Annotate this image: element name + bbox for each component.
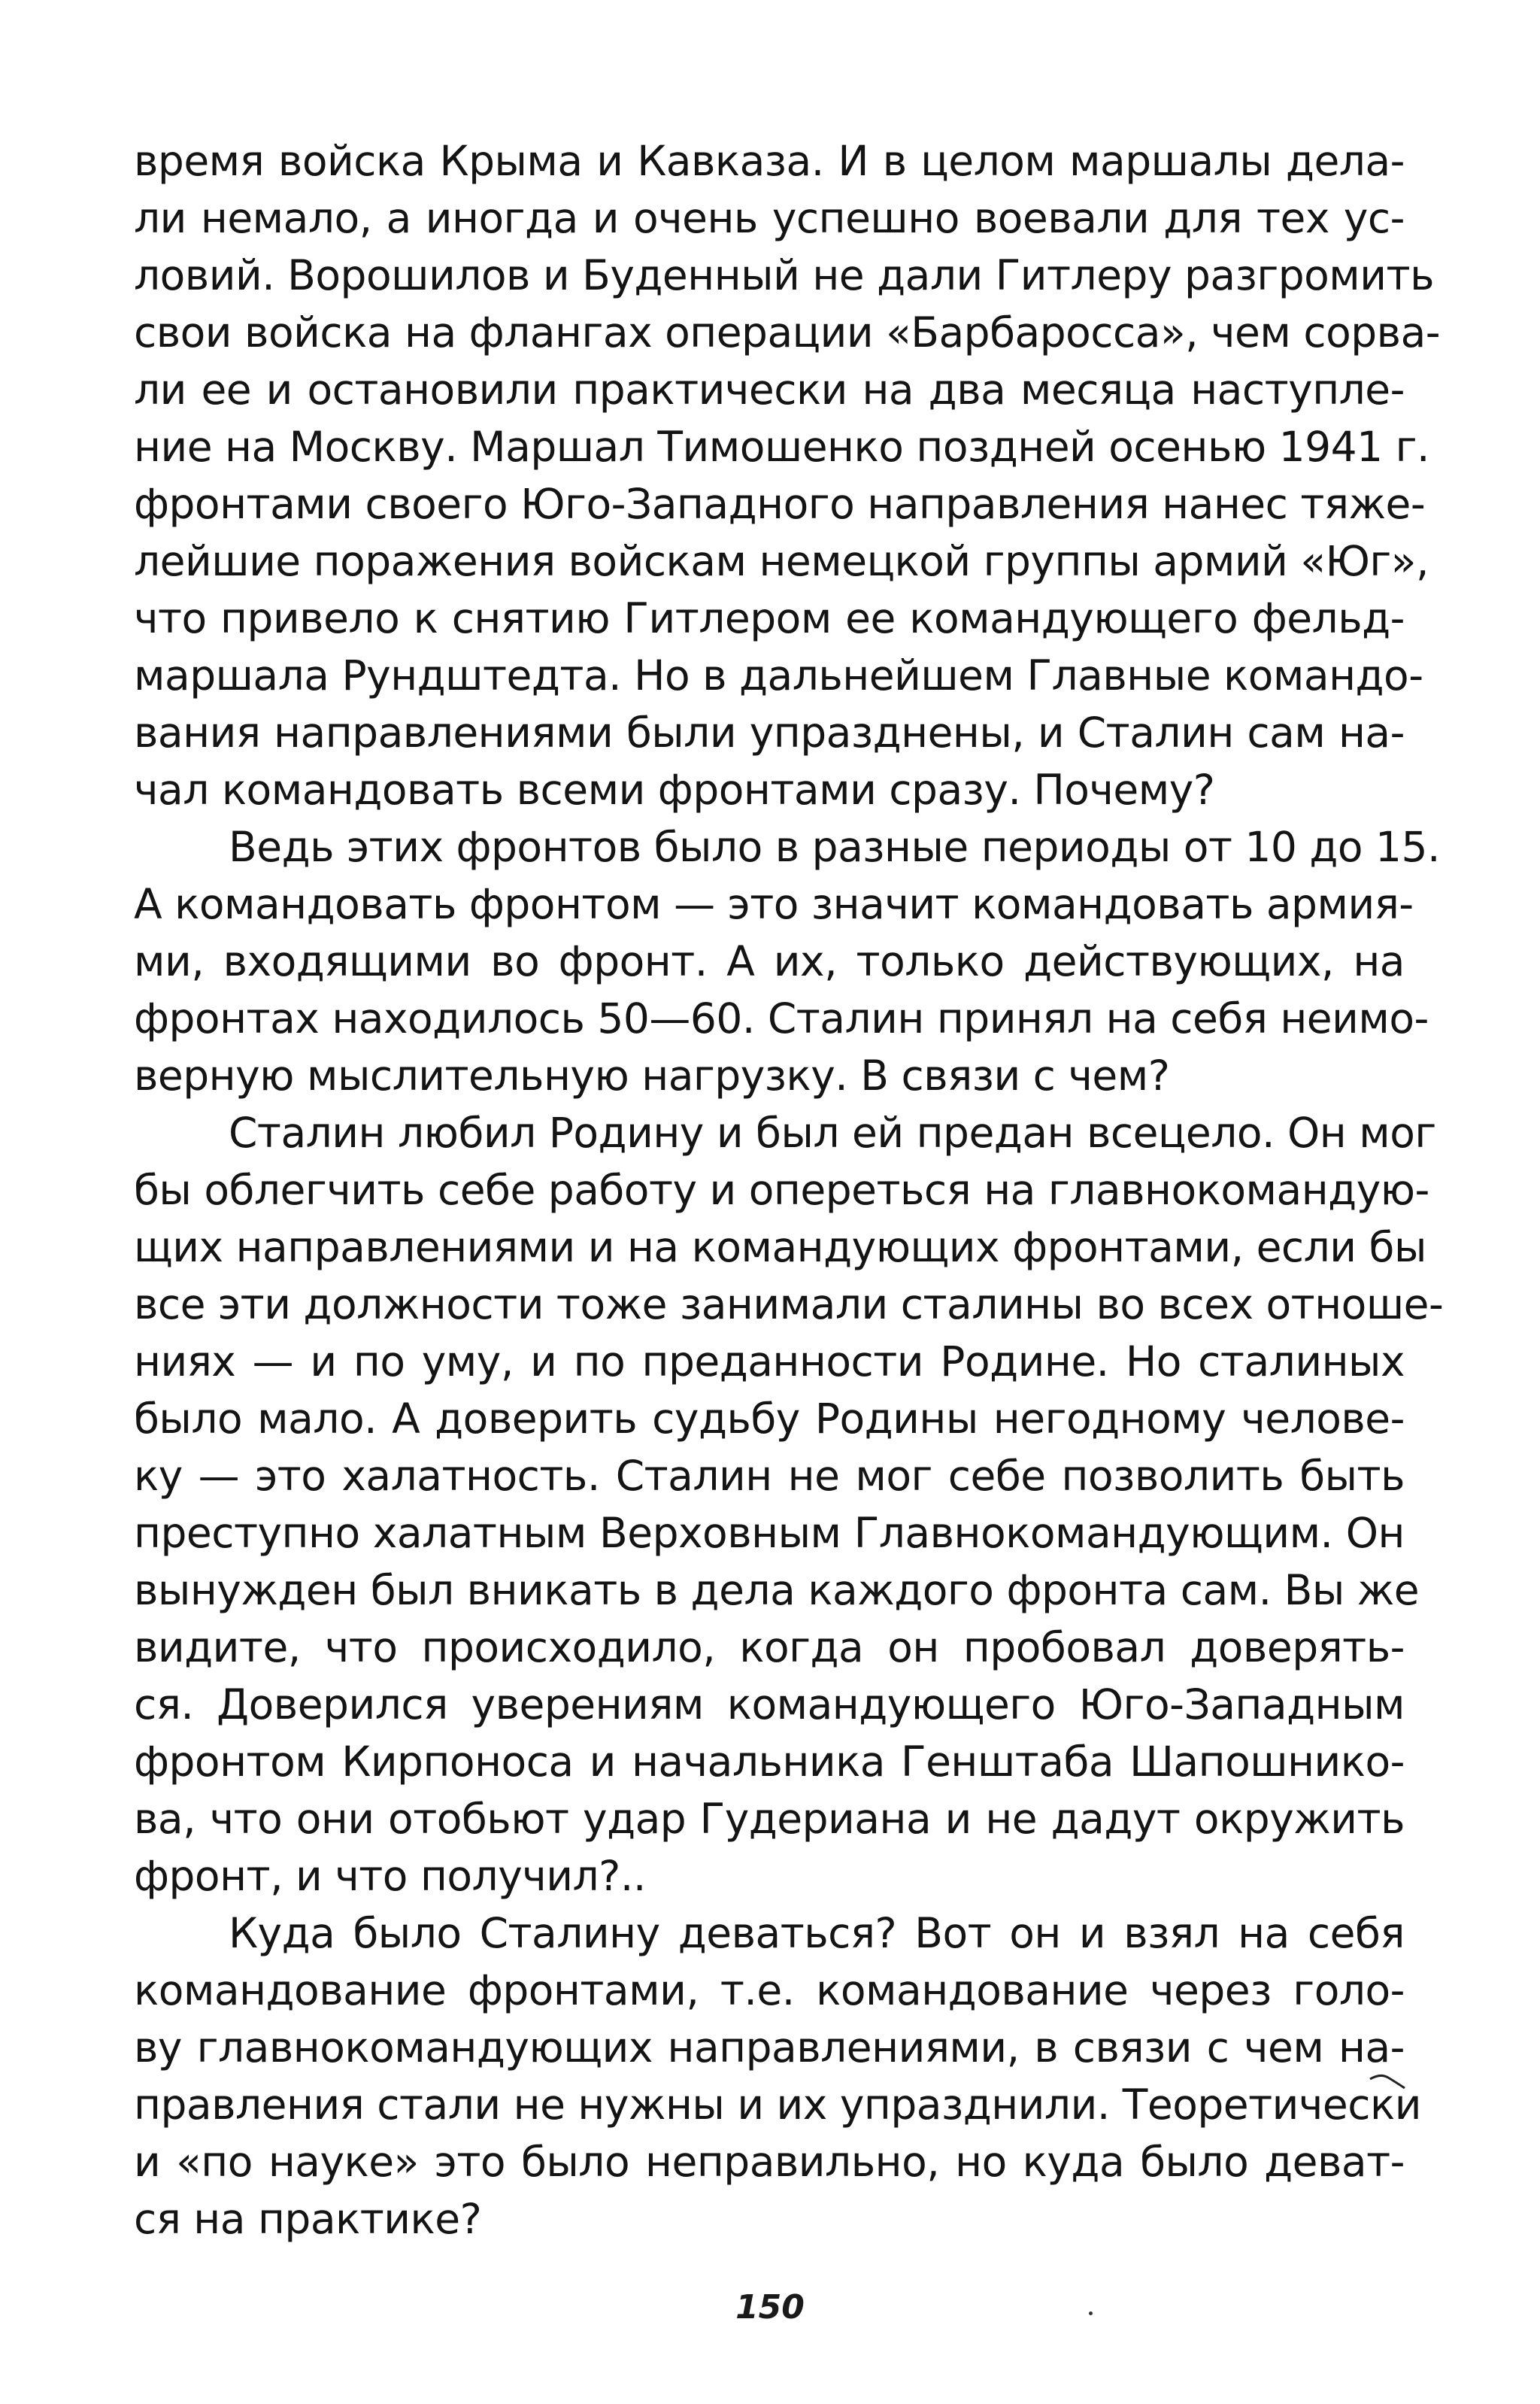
text-line: Ведь этих фронтов было в разные периоды от 10 до 15. [229, 823, 1441, 871]
text-line: ся. Доверился уверениям командующего Юго-Западным [134, 1680, 1405, 1729]
text-line: ние на Москву. Маршал Тимошенко поздней осенью 1941 г. [134, 423, 1429, 471]
dot-mark [1089, 2311, 1093, 2315]
text-line: маршала Рундштедта. Но в дальнейшем Главные командо- [134, 651, 1423, 700]
text-line: время войска Крыма и Кавказа. И в целом маршалы дела- [134, 137, 1405, 185]
text-line: А командовать фронтом — это значит командовать армия- [134, 880, 1414, 928]
text-line: командование фронтами, т.е. командование через голо- [134, 1966, 1405, 2014]
text-line: ли немало, а иногда и очень успешно воевали для тех ус- [134, 194, 1405, 242]
text-line: и «по науке» это было неправильно, но куда было деват- [134, 2138, 1405, 2186]
text-line: ву главнокомандующих направлениями, в связи с чем на- [134, 2023, 1405, 2072]
text-line: свои войска на флангах операции «Барбаросса», чем сорва- [134, 308, 1441, 357]
text-line: ку — это халатность. Сталин не мог себе позволить быть [134, 1452, 1405, 1500]
text-line: ли ее и остановили практически на два месяца наступле- [134, 366, 1405, 414]
text-line: щих направлениями и на командующих фронтами, если бы [134, 1223, 1426, 1271]
text-line: Куда было Сталину деваться? Вот он и взял на себя [229, 1909, 1405, 1957]
text-line: преступно халатным Верховным Главнокомандующим. Он [134, 1509, 1405, 1557]
text-line: ловий. Ворошилов и Буденный не дали Гитлеру разгромить [134, 251, 1434, 299]
text-line: ми, входящими во фронт. А их, только действующих, на [134, 937, 1405, 985]
text-line: было мало. А доверить судьбу Родины негодному челове- [134, 1395, 1405, 1443]
stray-ink-mark [1369, 2070, 1406, 2093]
text-line: вынужден был вникать в дела каждого фронта сам. Вы же [134, 1566, 1420, 1614]
text-line: фронтом Кирпоноса и начальника Генштаба Шапошнико- [134, 1738, 1405, 1786]
text-line: видите, что происходило, когда он пробовал доверять- [134, 1623, 1405, 1671]
text-line: все эти должности тоже занимали сталины во всех отноше- [134, 1280, 1444, 1328]
page-number: 150 [735, 2288, 805, 2327]
text-line: чал командовать всеми фронтами сразу. Почему? [134, 766, 1215, 814]
text-line: фронтах находилось 50—60. Сталин принял на себя неимо- [134, 994, 1429, 1043]
text-line: лейшие поражения войскам немецкой группы армий «Юг», [134, 537, 1429, 585]
text-line: ниях — и по уму, и по преданности Родине. Но сталиных [134, 1337, 1405, 1386]
text-line: правления стали не нужны и их упразднили. Теоретически [134, 2081, 1421, 2129]
text-line: фронтами своего Юго-Западного направления нанес тяже- [134, 480, 1426, 528]
text-line: вания направлениями были упразднены, и Сталин сам на- [134, 709, 1405, 757]
text-line: ва, что они отобьют удар Гудериана и не дадут окружить [134, 1795, 1405, 1843]
text-line: верную мыслительную нагрузку. В связи с чем? [134, 1052, 1170, 1100]
text-line: фронт, и что получил?.. [134, 1852, 646, 1900]
text-line: Сталин любил Родину и был ей предан всецело. Он мог [229, 1109, 1436, 1157]
text-line: что привело к снятию Гитлером ее командующего фельд- [134, 594, 1405, 642]
text-line: ся на практике? [134, 2195, 482, 2243]
text-line: бы облегчить себе работу и опереться на главнокомандую- [134, 1166, 1429, 1214]
